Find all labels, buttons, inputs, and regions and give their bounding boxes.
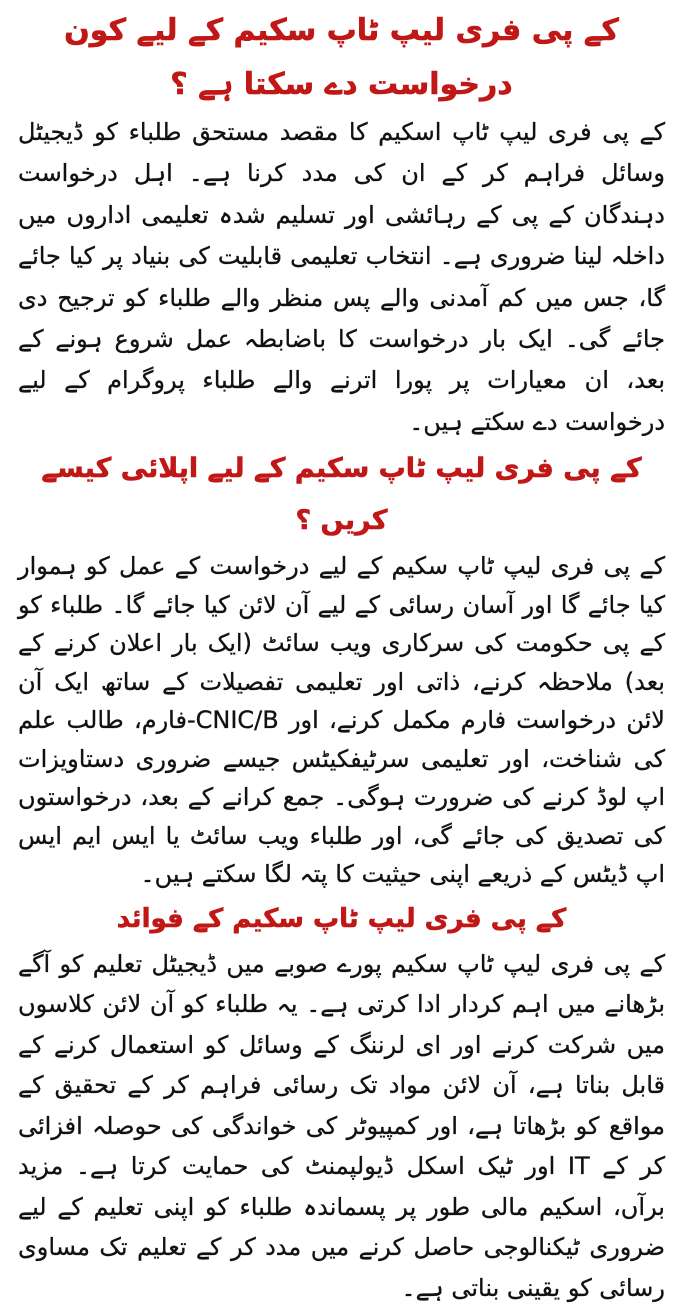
section-benefits [18, 894, 665, 1308]
heading-eligibility: کے پی فری لیپ ٹاپ سکیم کے لیے کون درخواست دے سکتا ہے ؟ [64, 13, 619, 102]
paragraph-how-to-apply: کے پی فری لیپ ٹاپ سکیم کے لیے درخواست کے عمل کو ہموار کیا جائے گا اور آسان رسائی کے لیے آن لائن کیا جائے گا۔ طلباء کو کے پی حکومت کی سرکاری ویب سائٹ (ایک بار اعلان کرنے کے بعد) ملاحظہ کرنے، ذاتی اور تعلیمی تفصیلات کے ساتھ ایک آن لائن درخواست فارم مکمل کرنے، اور CNIC/B-فارم، طالب علم کی شناخت، اور تعلیمی سرٹیفکیٹس جیسے ضروری دستاویزات اپ لوڈ کرنے کی ضرورت ہوگی۔ جمع کرانے کے بعد، درخواستوں کی تصدیق کی جائے گی، اور طلباء ویب سائٹ یا ایس ایم ایس اپ ڈیٹس کے ذریعے اپنی حیثیت کا پتہ لگا سکتے ہیں۔ [18, 552, 665, 889]
section-eligibility [18, 4, 665, 443]
section-how-to-apply [18, 443, 665, 894]
paragraph-eligibility: کے پی فری لیپ ٹاپ اسکیم کا مقصد مستحق طلباء کو ڈیجیٹل وسائل فراہم کر کے ان کی مدد کرنا ہے۔ اہل درخواست دہندگان کے پی کے رہائشی اور تسلیم شدہ تعلیمی اداروں میں داخلہ لینا ضروری ہے۔ انتخاب تعلیمی قابلیت کی بنیاد پر کیا جائے گا، جس میں کم آمدنی والے پس منظر والے طلباء کو ترجیح دی جائے گی۔ ایک بار درخواست کا باضابطہ عمل شروع ہونے کے بعد، ان معیارات پر پورا اترنے والے طلباء پروگرام کے لیے درخواست دے سکتے ہیں۔ [18, 118, 665, 436]
paragraph-benefits: کے پی فری لیپ ٹاپ سکیم پورے صوبے میں ڈیجیٹل تعلیم کو آگے بڑھانے میں اہم کردار ادا کرتی ہے۔ یہ طلباء کو آن لائن کلاسوں میں شرکت کرنے اور ای لرننگ کے وسائل کو استعمال کرنے کے قابل بناتا ہے، آن لائن مواد تک رسائی فراہم کر کے تحقیق کے مواقع کو بڑھاتا ہے، اور کمپیوٹر کی خواندگی کی حوصلہ افزائی کر کے IT اور ٹیک اسکل ڈیولپمنٹ کی حمایت کرتا ہے۔ مزید برآں، اسکیم مالی طور پر پسماندہ طلباء کو اپنی تعلیم کے لیے ضروری ٹیکنالوجی حاصل کرنے میں مدد کر کے تعلیم تک مساوی رسائی کو یقینی بناتی ہے۔ [18, 949, 665, 1302]
heading-how-to-apply: کے پی فری لیپ ٹاپ سکیم کے لیے اپلائی کیسے کریں ؟ [41, 453, 642, 537]
heading-benefits: کے پی فری لیپ ٹاپ سکیم کے فوائد [116, 903, 567, 934]
